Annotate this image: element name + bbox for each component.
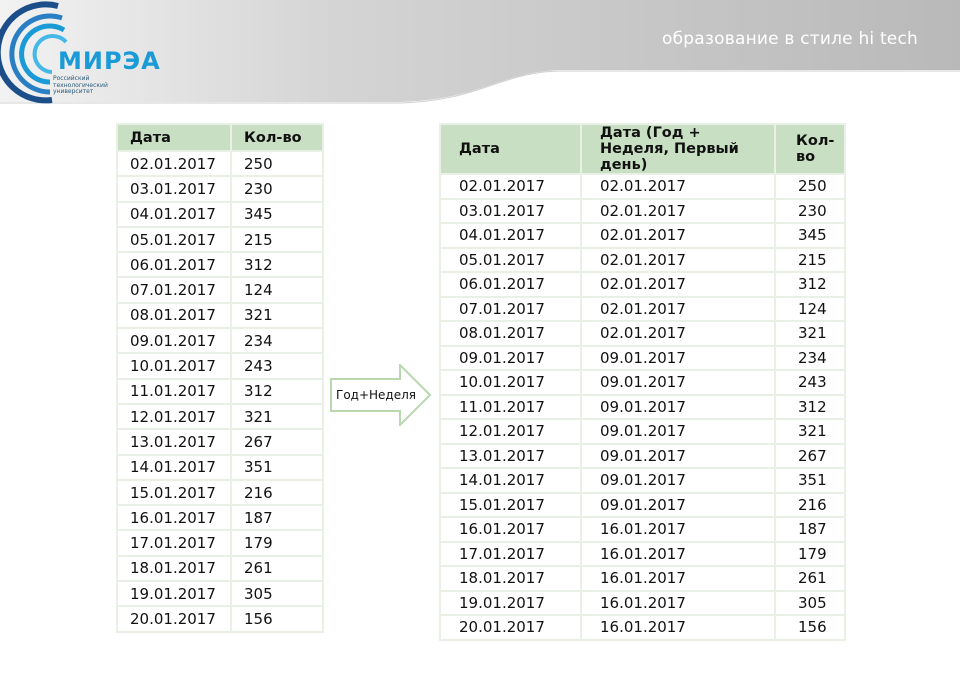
table-cell: 321 (231, 404, 323, 429)
table-cell: 02.01.2017 (581, 174, 775, 199)
table-cell: 312 (775, 395, 845, 420)
table-cell: 321 (775, 321, 845, 346)
table-row (440, 615, 845, 640)
arrow-label: Год+Неделя (336, 388, 416, 402)
table-cell: 179 (775, 542, 845, 567)
table-row (117, 328, 323, 353)
table-cell: 230 (775, 199, 845, 224)
table-cell: 18.01.2017 (117, 556, 231, 581)
table-cell: 02.01.2017 (117, 151, 231, 176)
source-table (116, 123, 324, 633)
table-cell: 16.01.2017 (581, 591, 775, 616)
table-cell: 02.01.2017 (581, 297, 775, 322)
table-cell: 12.01.2017 (117, 404, 231, 429)
table-cell: 08.01.2017 (440, 321, 581, 346)
table-row (440, 395, 845, 420)
source-table-body (117, 151, 323, 632)
table-cell: 15.01.2017 (440, 493, 581, 518)
table-row (440, 591, 845, 616)
table-cell: 15.01.2017 (117, 480, 231, 505)
table-cell: 261 (775, 566, 845, 591)
table-cell: 09.01.2017 (581, 468, 775, 493)
table-cell: 216 (231, 480, 323, 505)
table-row (440, 297, 845, 322)
table-cell: 02.01.2017 (581, 199, 775, 224)
table-row (117, 303, 323, 328)
table-cell: 07.01.2017 (117, 277, 231, 302)
table-cell: 351 (775, 468, 845, 493)
table-cell: 02.01.2017 (581, 248, 775, 273)
table-row (440, 517, 845, 542)
table-row (440, 223, 845, 248)
logo-wordmark: МИРЭА (58, 47, 161, 75)
table-cell: 06.01.2017 (117, 252, 231, 277)
table-row (440, 419, 845, 444)
table-cell: 215 (775, 248, 845, 273)
table-cell: 234 (775, 346, 845, 371)
table-row (117, 404, 323, 429)
table-row (440, 199, 845, 224)
table-cell: 13.01.2017 (440, 444, 581, 469)
table-row (117, 353, 323, 378)
table-cell: 10.01.2017 (117, 353, 231, 378)
table-cell: 09.01.2017 (581, 493, 775, 518)
table-cell: 345 (775, 223, 845, 248)
table-cell: 17.01.2017 (440, 542, 581, 567)
table-cell: 16.01.2017 (440, 517, 581, 542)
table-row (117, 530, 323, 555)
logo-subtitle-line: технологический (53, 81, 108, 89)
table-cell: 09.01.2017 (117, 328, 231, 353)
table-row (117, 581, 323, 606)
result-table-body (440, 174, 845, 640)
table-cell: 07.01.2017 (440, 297, 581, 322)
table-cell: 234 (231, 328, 323, 353)
table-row (117, 252, 323, 277)
table-cell: 09.01.2017 (581, 395, 775, 420)
table-cell: 124 (231, 277, 323, 302)
table-cell: 230 (231, 176, 323, 201)
table-row (440, 321, 845, 346)
table-row (440, 566, 845, 591)
logo-subtitle-line: университет (53, 88, 94, 95)
table-cell: 16.01.2017 (581, 566, 775, 591)
table-cell: 16.01.2017 (117, 505, 231, 530)
table-cell: 05.01.2017 (440, 248, 581, 273)
column-header-date: Дата (117, 124, 231, 151)
table-cell: 321 (775, 419, 845, 444)
table-cell: 02.01.2017 (581, 321, 775, 346)
table-cell: 179 (231, 530, 323, 555)
table-row (440, 248, 845, 273)
table-header-row (440, 124, 845, 174)
table-row (440, 272, 845, 297)
table-cell: 124 (775, 297, 845, 322)
table-row (440, 493, 845, 518)
table-row (117, 480, 323, 505)
table-cell: 19.01.2017 (117, 581, 231, 606)
table-cell: 12.01.2017 (440, 419, 581, 444)
table-row (117, 227, 323, 252)
table-cell: 05.01.2017 (117, 227, 231, 252)
table-cell: 267 (775, 444, 845, 469)
table-cell: 03.01.2017 (117, 176, 231, 201)
table-cell: 305 (231, 581, 323, 606)
table-cell: 04.01.2017 (117, 202, 231, 227)
slogan: образование в стиле hi tech (662, 29, 918, 49)
table-row (117, 176, 323, 201)
table-row (440, 346, 845, 371)
table-cell: 17.01.2017 (117, 530, 231, 555)
table-cell: 312 (231, 252, 323, 277)
column-header-date: Дата (440, 124, 581, 174)
table-cell: 351 (231, 455, 323, 480)
table-cell: 187 (775, 517, 845, 542)
table-cell: 09.01.2017 (581, 370, 775, 395)
table-row (117, 151, 323, 176)
result-table (439, 123, 846, 641)
table-cell: 08.01.2017 (117, 303, 231, 328)
table-cell: 321 (231, 303, 323, 328)
table-cell: 04.01.2017 (440, 223, 581, 248)
table-row (440, 370, 845, 395)
table-row (440, 444, 845, 469)
table-cell: 02.01.2017 (581, 272, 775, 297)
table-cell: 16.01.2017 (581, 542, 775, 567)
table-cell: 267 (231, 429, 323, 454)
table-cell: 02.01.2017 (581, 223, 775, 248)
table-cell: 14.01.2017 (440, 468, 581, 493)
table-cell: 215 (231, 227, 323, 252)
column-header-qty: Кол-во (775, 124, 845, 174)
table-cell: 06.01.2017 (440, 272, 581, 297)
table-cell: 09.01.2017 (581, 444, 775, 469)
table-cell: 09.01.2017 (581, 419, 775, 444)
logo (0, 0, 170, 105)
table-cell: 16.01.2017 (581, 517, 775, 542)
table-cell: 243 (775, 370, 845, 395)
column-header-week-first-day: Дата (Год + Неделя, Первый день) (581, 124, 775, 174)
table-cell: 187 (231, 505, 323, 530)
table-header-row (117, 124, 323, 151)
table-cell: 11.01.2017 (440, 395, 581, 420)
table-cell: 250 (231, 151, 323, 176)
table-cell: 312 (231, 379, 323, 404)
column-header-qty: Кол-во (231, 124, 323, 151)
table-row (440, 468, 845, 493)
table-row (117, 429, 323, 454)
table-cell: 10.01.2017 (440, 370, 581, 395)
table-cell: 250 (775, 174, 845, 199)
table-row (440, 174, 845, 199)
table-cell: 243 (231, 353, 323, 378)
table-row (117, 379, 323, 404)
table-cell: 16.01.2017 (581, 615, 775, 640)
table-cell: 13.01.2017 (117, 429, 231, 454)
logo-subtitle-line: Российский (53, 75, 90, 82)
table-cell: 11.01.2017 (117, 379, 231, 404)
table-cell: 305 (775, 591, 845, 616)
table-cell: 09.01.2017 (440, 346, 581, 371)
table-cell: 20.01.2017 (440, 615, 581, 640)
table-cell: 14.01.2017 (117, 455, 231, 480)
table-row (117, 202, 323, 227)
table-cell: 156 (231, 606, 323, 631)
table-row (117, 277, 323, 302)
table-cell: 19.01.2017 (440, 591, 581, 616)
table-cell: 20.01.2017 (117, 606, 231, 631)
table-cell: 312 (775, 272, 845, 297)
table-cell: 18.01.2017 (440, 566, 581, 591)
table-row (117, 556, 323, 581)
table-cell: 345 (231, 202, 323, 227)
logo-subtitle (53, 76, 108, 96)
table-row (117, 606, 323, 631)
table-cell: 09.01.2017 (581, 346, 775, 371)
table-row (440, 542, 845, 567)
table-row (117, 455, 323, 480)
header-banner (0, 0, 960, 105)
table-cell: 02.01.2017 (440, 174, 581, 199)
table-row (117, 505, 323, 530)
table-cell: 261 (231, 556, 323, 581)
table-cell: 156 (775, 615, 845, 640)
table-cell: 216 (775, 493, 845, 518)
table-cell: 03.01.2017 (440, 199, 581, 224)
